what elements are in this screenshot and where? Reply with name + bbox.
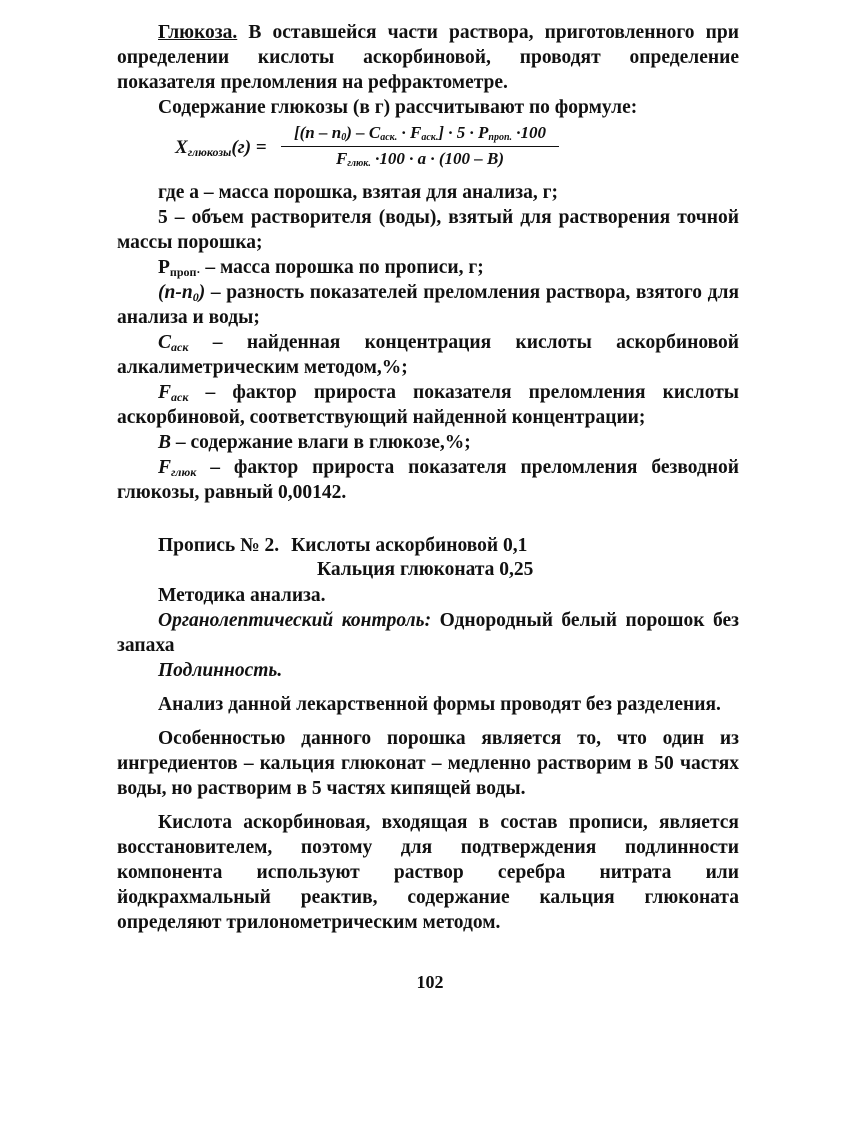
paragraph-3: Кислота аскорбиновая, входящая в состав прописи, является восстановителем, поэтому для подтверждения подлинности компонента используют раствор серебра нитрата или йодкрахмальный реактив, содержание кальция глюконата определяют трилонометрическим методом. xyxy=(117,812,739,933)
glucose-intro: В оставшейся части раствора, приготовленного при определении кислоты аскорбиновой, проводят определение показателя преломления на рефрактометре. xyxy=(117,22,739,93)
definition-a: где a – масса порошка, взятая для анализа, г; xyxy=(158,182,558,203)
paragraph-1: Анализ данной лекарственной формы проводят без разделения. xyxy=(158,694,721,715)
formula-lhs: $X_{глюкозы}(г)$ = xyxy=(175,137,267,159)
definition-b: B – содержание влаги в глюкозе,%; xyxy=(158,432,471,453)
formula-numerator: $[(n - n_0) - C_{аск.} \cdot F_{аск.}] \cdot 5 \cdot P_{проп.} \cdot 100$ xyxy=(293,123,547,143)
definition-c: $C_{аск}$ – найденная концентрация кислоты аскорбиновой алкалиметрическим методом,%; xyxy=(117,332,739,378)
formula-intro: Содержание глюкозы (в г) рассчитывают по формуле: xyxy=(158,97,638,118)
recipe-heading xyxy=(117,533,739,583)
document-page xyxy=(117,20,739,935)
recipe-line-1: Пропись № 2. Кислоты аскорбиновой 0,1 xyxy=(158,535,528,556)
paragraph-2: Особенностью данного порошка является то, что один из ингредиентов – кальция глюконат – медленно растворим в 50 частях воды, но растворим в 5 частях кипящей воды. xyxy=(117,728,739,799)
authenticity-title: Подлинность. xyxy=(158,660,283,681)
formula-fraction xyxy=(279,121,561,171)
definition-5: 5 – объем растворителя (воды), взятый для растворения точной массы порошка; xyxy=(117,207,739,253)
page-number: 102 xyxy=(416,972,444,992)
glucose-heading: Глюкоза. xyxy=(158,22,238,43)
recipe-line-2: Кальция глюконата 0,25 xyxy=(317,559,534,580)
method-title: Методика анализа. xyxy=(158,585,326,606)
glucose-formula xyxy=(117,120,739,180)
definition-fg: $F_{глюк}$ – фактор прироста показателя преломления безводной глюкозы, равный 0,00142. xyxy=(117,457,739,503)
formula-denominator: $F_{глюк.} \cdot 100 \cdot a \cdot (100 - B)$ xyxy=(335,149,505,169)
glucose-paragraph xyxy=(117,20,739,95)
organoleptic-paragraph: Органолептический контроль: Однородный белый порошок без запаха xyxy=(117,610,739,656)
definition-p: $P_{проп\cdot}$ – масса порошка по прописи, г; xyxy=(158,257,484,279)
definition-f: $F_{аск}$ – фактор прироста показателя преломления кислоты аскорбиновой, соответствующий найденной концентрации; xyxy=(117,382,739,428)
definition-n: $(n-n_0)$ – разность показателей преломления раствора, взятого для анализа и воды; xyxy=(117,282,739,328)
